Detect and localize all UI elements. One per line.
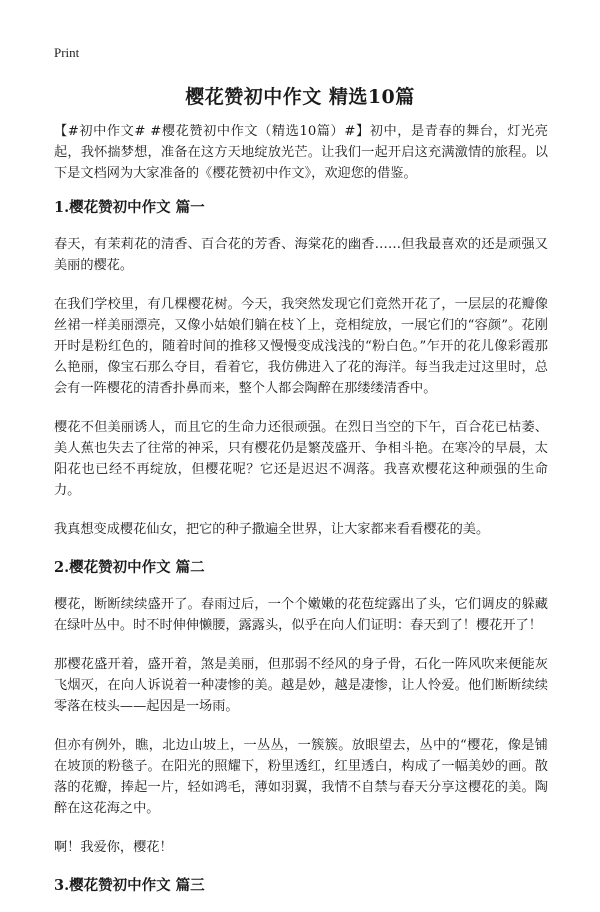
section-1-paragraph-1: 春天，有茉莉花的清香、百合花的芳香、海棠花的幽香……但我最喜欢的还是顽强又美丽的樱花。 xyxy=(54,237,548,273)
section-1-paragraph-4: 我真想变成樱花仙女，把它的种子撒遍全世界，让大家都来看看樱花的美。 xyxy=(54,522,490,537)
page-title: 樱花赞初中作文 精选10篇 xyxy=(185,86,415,108)
section-2-paragraph-2: 那樱花盛开着，盛开着，煞是美丽，但那弱不经风的身子骨，石化一阵风吹来便能灰飞烟灭，在向人诉说着一种凄惨的美。越是妙，越是凄惨，让人怜爱。他们断断续续零落在枝头——起因是一场雨。 xyxy=(54,657,548,714)
section-heading-1: 1.樱花赞初中作文 篇一 xyxy=(54,199,205,216)
section-2-paragraph-4: 啊！我爱你，樱花！ xyxy=(54,840,173,855)
section-1-paragraph-3: 樱花不但美丽诱人，而且它的生命力还很顽强。在烈日当空的下午，百合花已枯萎、美人蕉也失去了往常的神采，只有樱花仍是繁茂盛开、争相斗艳。在寒冷的早晨，太阳花也已经不再绽放，但樱花呢？它还是迟迟不凋落。我喜欢樱花这种顽强的生命力。 xyxy=(54,420,548,498)
section-1-paragraph-2: 在我们学校里，有几棵樱花树。今天，我突然发现它们竟然开花了，一层层的花瓣像丝裙一样美丽漂亮，又像小姑娘们躺在枝丫上，竞相绽放，一展它们的“容颜”。花刚开时是粉红色的，随着时间的推移又慢慢变成浅浅的“粉白色。”乍开的花儿像彩霞那么艳丽，像宝石那么夺目，看着它，我仿佛进入了花的海洋。每当我走过这里时，总会有一阵樱花的清香扑鼻而来，整个人都会陶醉在那缕缕清香中。 xyxy=(54,297,548,396)
print-link[interactable]: Print xyxy=(54,45,80,60)
section-heading-3: 3.樱花赞初中作文 篇三 xyxy=(54,877,205,894)
intro-paragraph: 【#初中作文# #樱花赞初中作文（精选10篇）#】初中，是青春的舞台，灯光亮起，我怀揣梦想，准备在这方天地绽放光芒。让我们一起开启这充满激情的旅程。以下是文档网为大家准备的《樱花赞初中作文》，欢迎您的借鉴。 xyxy=(54,124,548,181)
section-2-paragraph-3: 但亦有例外，瞧，北边山坡上，一丛丛，一簇簇。放眼望去，丛中的“樱花，像是铺在坡顶的粉毯子。在阳光的照耀下，粉里透红，红里透白，构成了一幅美妙的画。散落的花瓣，捧起一片，轻如鸿毛，薄如羽翼，我情不自禁与春天分享这樱花的美。陶醉在这花海之中。 xyxy=(54,738,548,816)
section-heading-2: 2.樱花赞初中作文 篇二 xyxy=(54,559,205,576)
section-2-paragraph-1: 樱花，断断续续盛开了。春雨过后，一个个嫩嫩的花苞绽露出了头，它们调皮的躲藏在绿叶丛中。时不时伸伸懒腰，露露头，似乎在向人们证明：春天到了！樱花开了！ xyxy=(54,597,548,633)
article-body xyxy=(54,121,548,912)
